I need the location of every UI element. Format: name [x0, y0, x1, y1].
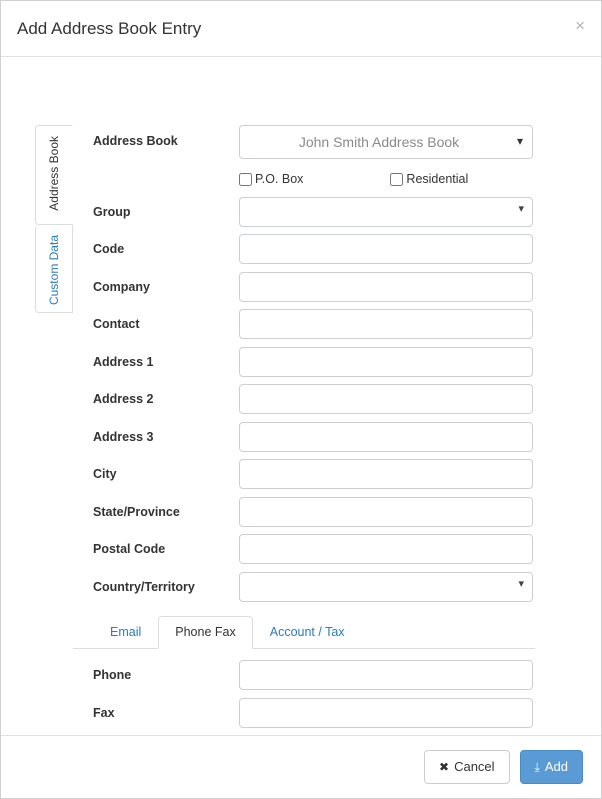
field-row-fax: [73, 694, 571, 732]
download-icon: ⤓: [534, 760, 540, 774]
label-country-territory: Country/Territory: [93, 579, 195, 594]
cancel-button-label: Cancel: [454, 759, 495, 775]
field-row-address-3: [73, 418, 571, 456]
contact-input[interactable]: [239, 309, 533, 339]
phone-fax-panel: [73, 649, 571, 732]
field-row-address-1: [73, 343, 571, 381]
country-territory-select-wrapper: [239, 572, 533, 602]
close-icon[interactable]: ×: [575, 16, 585, 35]
vertical-tab-custom-data-label: Custom Data: [47, 235, 61, 306]
checkbox-residential-input[interactable]: [390, 173, 403, 186]
checkbox-po-box-input[interactable]: [239, 173, 252, 186]
tab-phone-fax-label: Phone Fax: [175, 624, 236, 639]
label-city: City: [93, 467, 117, 482]
cancel-button[interactable]: [424, 750, 510, 784]
label-phone: Phone: [93, 668, 132, 683]
tab-email[interactable]: [93, 616, 158, 649]
tab-phone-fax[interactable]: [158, 616, 252, 649]
field-row-city: [73, 456, 571, 494]
checkbox-po-box[interactable]: [239, 172, 303, 186]
add-button[interactable]: [520, 750, 583, 784]
label-contact: Contact: [93, 317, 140, 332]
dialog-footer: [1, 735, 601, 798]
company-input[interactable]: [239, 272, 533, 302]
field-row-address-book: [73, 119, 571, 163]
field-row-company: [73, 268, 571, 306]
dialog-title: Add Address Book Entry: [17, 18, 202, 38]
dialog-body: [1, 57, 601, 735]
flag-checkbox-group: [239, 164, 571, 194]
field-row-country-territory: [73, 568, 571, 606]
field-row-flags: [73, 163, 571, 193]
field-row-state-province: [73, 493, 571, 531]
address-book-select-wrapper: [239, 125, 533, 159]
address-3-input[interactable]: [239, 422, 533, 452]
address-2-input[interactable]: [239, 384, 533, 414]
postal-code-input[interactable]: [239, 534, 533, 564]
field-row-address-2: [73, 381, 571, 419]
tab-email-label: Email: [110, 624, 142, 639]
label-address-1: Address 1: [93, 354, 154, 369]
field-row-phone: [73, 657, 571, 695]
contact-detail-tab-list: [73, 616, 535, 649]
label-postal-code: Postal Code: [93, 542, 166, 557]
country-territory-select[interactable]: [239, 572, 533, 602]
label-group: Group: [93, 204, 131, 219]
tab-account-tax[interactable]: [253, 616, 362, 649]
chevron-down-icon: ▾: [516, 134, 523, 148]
field-row-contact: [73, 306, 571, 344]
vertical-tab-address-book[interactable]: [35, 125, 73, 225]
vertical-tab-custom-data[interactable]: [35, 225, 73, 313]
field-row-postal-code: [73, 531, 571, 569]
label-address-book: Address Book: [93, 134, 178, 148]
checkbox-po-box-label: P.O. Box: [255, 172, 304, 186]
x-mark-icon: ✖: [439, 760, 450, 774]
code-input[interactable]: [239, 234, 533, 264]
fax-input[interactable]: [239, 698, 533, 728]
city-input[interactable]: [239, 459, 533, 489]
add-button-label: Add: [544, 759, 568, 775]
label-state-province: State/Province: [93, 504, 180, 519]
vertical-tab-list: [35, 125, 73, 313]
dialog-header: [1, 1, 601, 57]
label-address-2: Address 2: [93, 392, 154, 407]
label-fax: Fax: [93, 705, 115, 720]
phone-input[interactable]: [239, 660, 533, 690]
label-address-3: Address 3: [93, 429, 154, 444]
address-1-input[interactable]: [239, 347, 533, 377]
chevron-down-icon: ▾: [518, 577, 524, 590]
address-book-select[interactable]: John Smith Address Book: [239, 125, 533, 159]
state-province-input[interactable]: [239, 497, 533, 527]
label-company: Company: [93, 279, 150, 294]
vertical-tab-address-book-label: Address Book: [47, 136, 61, 211]
group-select[interactable]: [239, 197, 533, 227]
tab-account-tax-label: Account / Tax: [269, 624, 345, 639]
group-select-wrapper: [239, 197, 533, 227]
address-book-form: [73, 119, 571, 732]
chevron-down-icon: ▾: [518, 202, 524, 215]
label-code: Code: [93, 242, 125, 257]
checkbox-residential-label: Residential: [406, 172, 469, 186]
field-row-group: [73, 193, 571, 231]
field-row-code: [73, 231, 571, 269]
checkbox-residential[interactable]: [390, 172, 468, 186]
